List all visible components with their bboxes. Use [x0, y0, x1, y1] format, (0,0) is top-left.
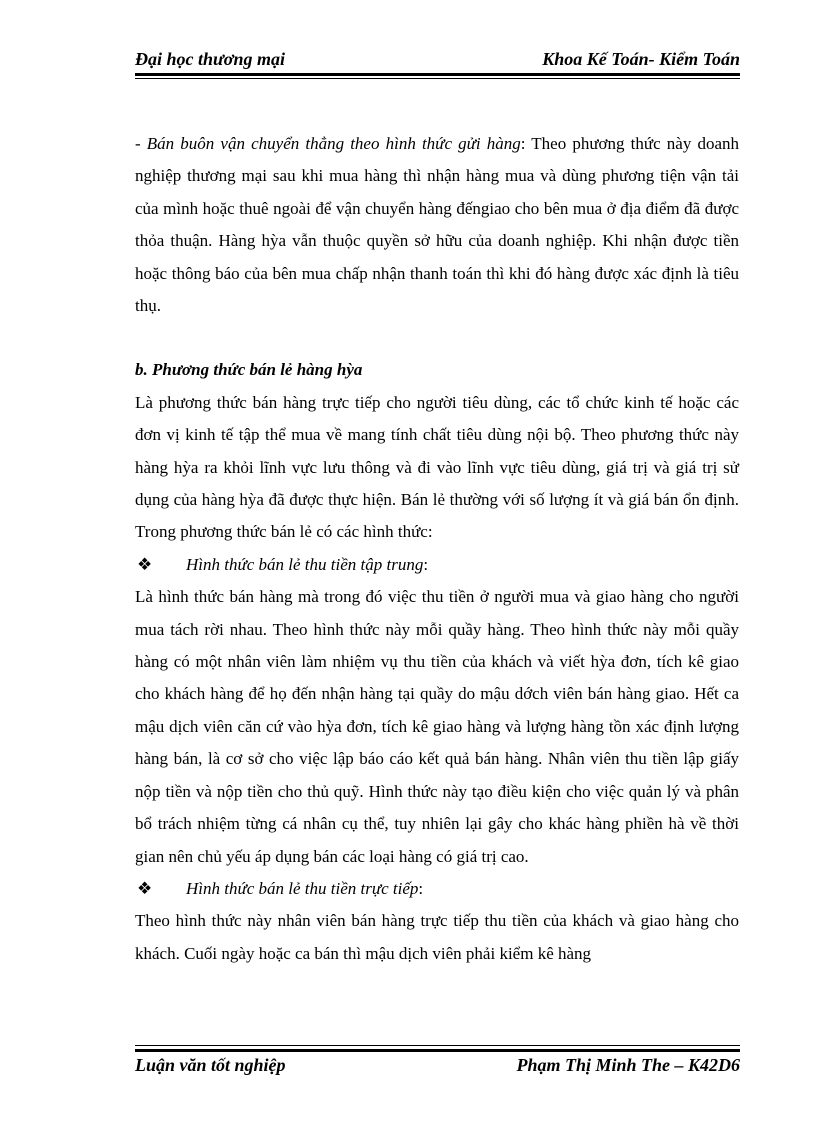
paragraph-retail-intro: Là phương thức bán hàng trực tiếp cho người tiêu dùng, các tổ chức kinh tế hoặc các đơn vị kinh tế tập thể mua về mang tính chất tiêu dùng nội bộ. Theo phương thức này hàng hỳa ra khỏi lĩnh vực lưu thông và đi vào lĩnh vực tiêu dùng, giá trị và giá trị sử dụng của hàng hỳa đã được thực hiện. Bán lẻ thường với số lượng ít và giá bán ổn định. Trong phương thức bán lẻ có các hình thức:	[135, 392, 739, 542]
para1-dash: -	[135, 134, 147, 153]
diamond-bullet-icon: ❖	[137, 554, 153, 574]
bullet-label: Hình thức bán lẻ thu tiền tập trung:	[186, 554, 429, 574]
bullet-centralized-payment	[135, 549, 739, 581]
footer-rule-thin	[135, 1045, 740, 1046]
header-faculty: Khoa Kế Toán- Kiểm Toán	[542, 49, 740, 69]
paragraph-wholesale-shipping	[135, 128, 739, 322]
page-footer	[135, 1055, 740, 1079]
bullet-direct-payment	[135, 873, 739, 905]
header-rule-thick	[135, 73, 740, 76]
bullet-label: Hình thức bán lẻ thu tiền trực tiếp:	[186, 878, 424, 898]
para1-term: Bán buôn vận chuyển thẳng theo hình thức gửi hàng	[146, 134, 521, 153]
body-text	[135, 128, 739, 970]
para1-text: : Theo phương thức này doanh nghiệp thương mại sau khi mua hàng thì nhận hàng mua và dùng phương tiện vận tải của mình hoặc thuê ngoài để vận chuyển hàng đếngiao cho bên mua ở địa điểm đã được thỏa thuận. Hàng hỳa vẫn thuộc quyền sở hữu của doanh nghiệp. Khi nhận được tiền hoặc thông báo của bên mua chấp nhận thanh toán thì khi đó hàng được xác định là tiêu thụ.	[135, 134, 739, 316]
header-rule-thin	[135, 78, 740, 79]
header-university: Đại học thương mại	[135, 49, 285, 69]
page-header	[135, 49, 740, 73]
paragraph-direct-payment: Theo hình thức này nhân viên bán hàng trực tiếp thu tiền của khách và giao hàng cho khách. Cuối ngày hoặc ca bán thì mậu dịch viên phải kiểm kê hàng	[135, 911, 739, 963]
section-heading-b: b. Phương thức bán lẻ hàng hỳa	[135, 360, 363, 380]
footer-rule-thick	[135, 1049, 740, 1052]
footer-author: Phạm Thị Minh The – K42D6	[516, 1055, 740, 1075]
diamond-bullet-icon: ❖	[137, 878, 153, 898]
paragraph-centralized-payment: Là hình thức bán hàng mà trong đó việc thu tiền ở người mua và giao hàng cho người mua tách rời nhau. Theo hình thức này mỗi quầy hàng. Theo hình thức này mỗi quầy hàng có một nhân viên làm nhiệm vụ thu tiền của khách và viết hỳa đơn, tích kê giao cho khách hàng để họ đến nhận hàng tại quầy do mậu dớch viên bán hàng giao. Hết ca mậu dịch viên căn cứ vào hỳa đơn, tích kê giao hàng và lượng hàng tồn xác định lượng hàng bán, là cơ sở cho việc lập báo cáo kết quả bán hàng. Nhân viên thu tiền lập giấy nộp tiền và nộp tiền cho thủ quỹ. Hình thức này tạo điều kiện cho việc quản lý và phân bổ trách nhiệm từng cá nhân cụ thể, tuy nhiên lại gây cho khác hàng phiền hà về thời gian nên chủ yếu áp dụng bán các loại hàng có giá trị cao.	[135, 587, 739, 866]
spacer	[135, 322, 739, 354]
footer-thesis-label: Luận văn tốt nghiệp	[135, 1055, 286, 1075]
